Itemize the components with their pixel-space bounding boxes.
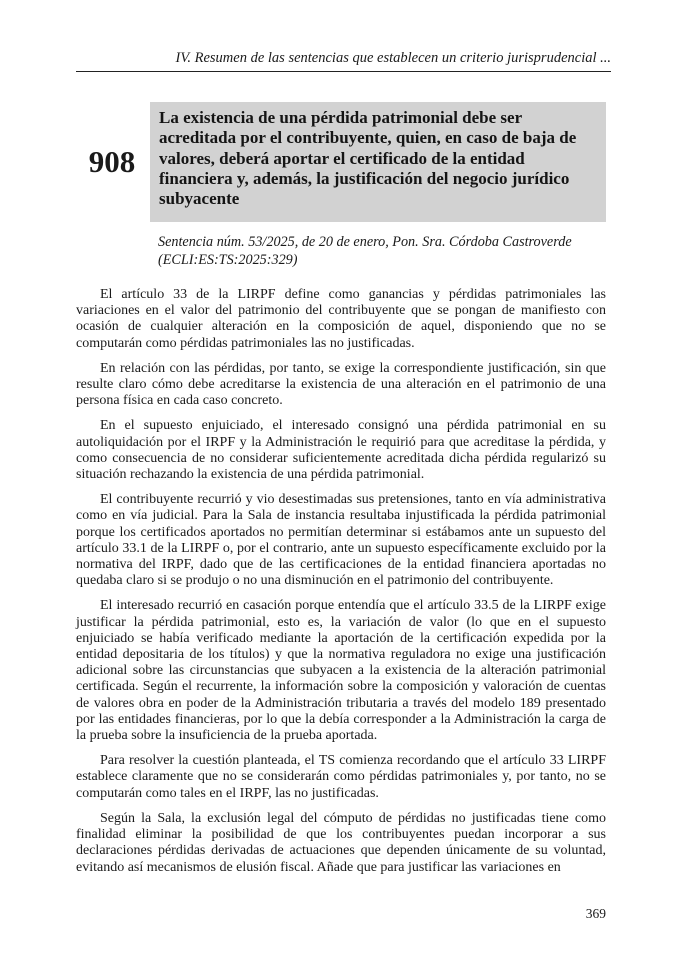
- body-paragraph: En relación con las pérdidas, por tanto, se exige la correspondiente justificación, sin que resulte claro cómo debe acreditarse la existencia de una alteración en el patrimonio de una persona física en cada caso concreto.: [76, 360, 606, 409]
- entry-title: La existencia de una pérdida patrimonial debe ser acreditada por el contribuyente, quien, en caso de baja de valores, deberá aportar el certificado de la entidad financiera y, además, la justificación del negocio jurídico subyacente: [150, 102, 606, 222]
- page-number: 369: [585, 906, 606, 921]
- body-text: [76, 287, 606, 885]
- header-rule: [76, 71, 611, 72]
- body-paragraph: Para resolver la cuestión planteada, el TS comienza recordando que el artículo 33 LIRPF establece claramente que no se considerarán como pérdidas patrimoniales y, por tanto, no se computarán como tales en el IRPF, las no justificadas.: [76, 753, 606, 801]
- citation-line: Sentencia núm. 53/2025, de 20 de enero, Pon. Sra. Córdoba Castroverde: [158, 234, 572, 250]
- body-paragraph: Según la Sala, la exclusión legal del cómputo de pérdidas no justificadas tiene como finalidad eliminar la posibilidad de que los contribuyentes puedan incorporar a sus declaraciones pérdidas derivadas de actuaciones que dependen únicamente de su voluntad, evitando así mecanismos de elusión fiscal. Añade que para justificar las variaciones en: [76, 810, 606, 875]
- running-header-title: IV. Resumen de las sentencias que establecen un criterio jurisprudencial ...: [175, 50, 611, 66]
- body-paragraph: El interesado recurrió en casación porque entendía que el artículo 33.5 de la LIRPF exige justificar la pérdida patrimonial, esto es, la variación de valor (lo que en el supuesto enjuiciado se había verificado mediante la aportación de la certificación expedida por la entidad depositaria de los títulos) y que la normativa reguladora no exige una justificación adicional sobre las circunstancias que subyacen a la existencia de la alteración patrimonial certificada. Según el recurrente, la información sobre la composición y valoración de cuentas de valores obra en poder de la Administración tributaria a través del modelo 189 presentado por las entidades financieras, por lo que la debía corresponder a la Administración la carga de la prueba sobre la insuficiencia de la prueba aportada.: [76, 598, 606, 744]
- judgment-citation: [158, 234, 606, 269]
- entry-number: 908: [88, 144, 136, 179]
- body-paragraph: El contribuyente recurrió y vio desestimadas sus pretensiones, tanto en vía administrativa como en vía judicial. Para la Sala de instancia resultaba injustificada la pérdida patrimonial porque los certificados aportados no permitían determinar si estábamos ante un supuesto del artículo 33.1 de la LIRPF o, por el contrario, ante un supuesto específicamente excluido por la normativa del IRPF, dado que de las certificaciones de la entidad financiera aportadas no quedaba claro si se produjo o no una disminución en el patrimonio del contribuyente.: [76, 492, 606, 589]
- body-paragraph: El artículo 33 de la LIRPF define como ganancias y pérdidas patrimoniales las variaciones en el valor del patrimonio del contribuyente que se pongan de manifiesto con ocasión de cualquier alteración en la composición de aquel, disponiendo que no se computarán como pérdidas patrimoniales las no justificadas.: [76, 287, 606, 351]
- body-paragraph: En el supuesto enjuiciado, el interesado consignó una pérdida patrimonial en su autoliquidación por el IRPF y la Administración le requirió para que acreditase la pérdida, y como consecuencia de no considerar suficientemente acreditada dicha pérdida regularizó su situación rechazando la existencia de una pérdida patrimonial.: [76, 418, 606, 483]
- ecli-identifier: (ECLI:ES:TS:2025:329): [158, 251, 298, 268]
